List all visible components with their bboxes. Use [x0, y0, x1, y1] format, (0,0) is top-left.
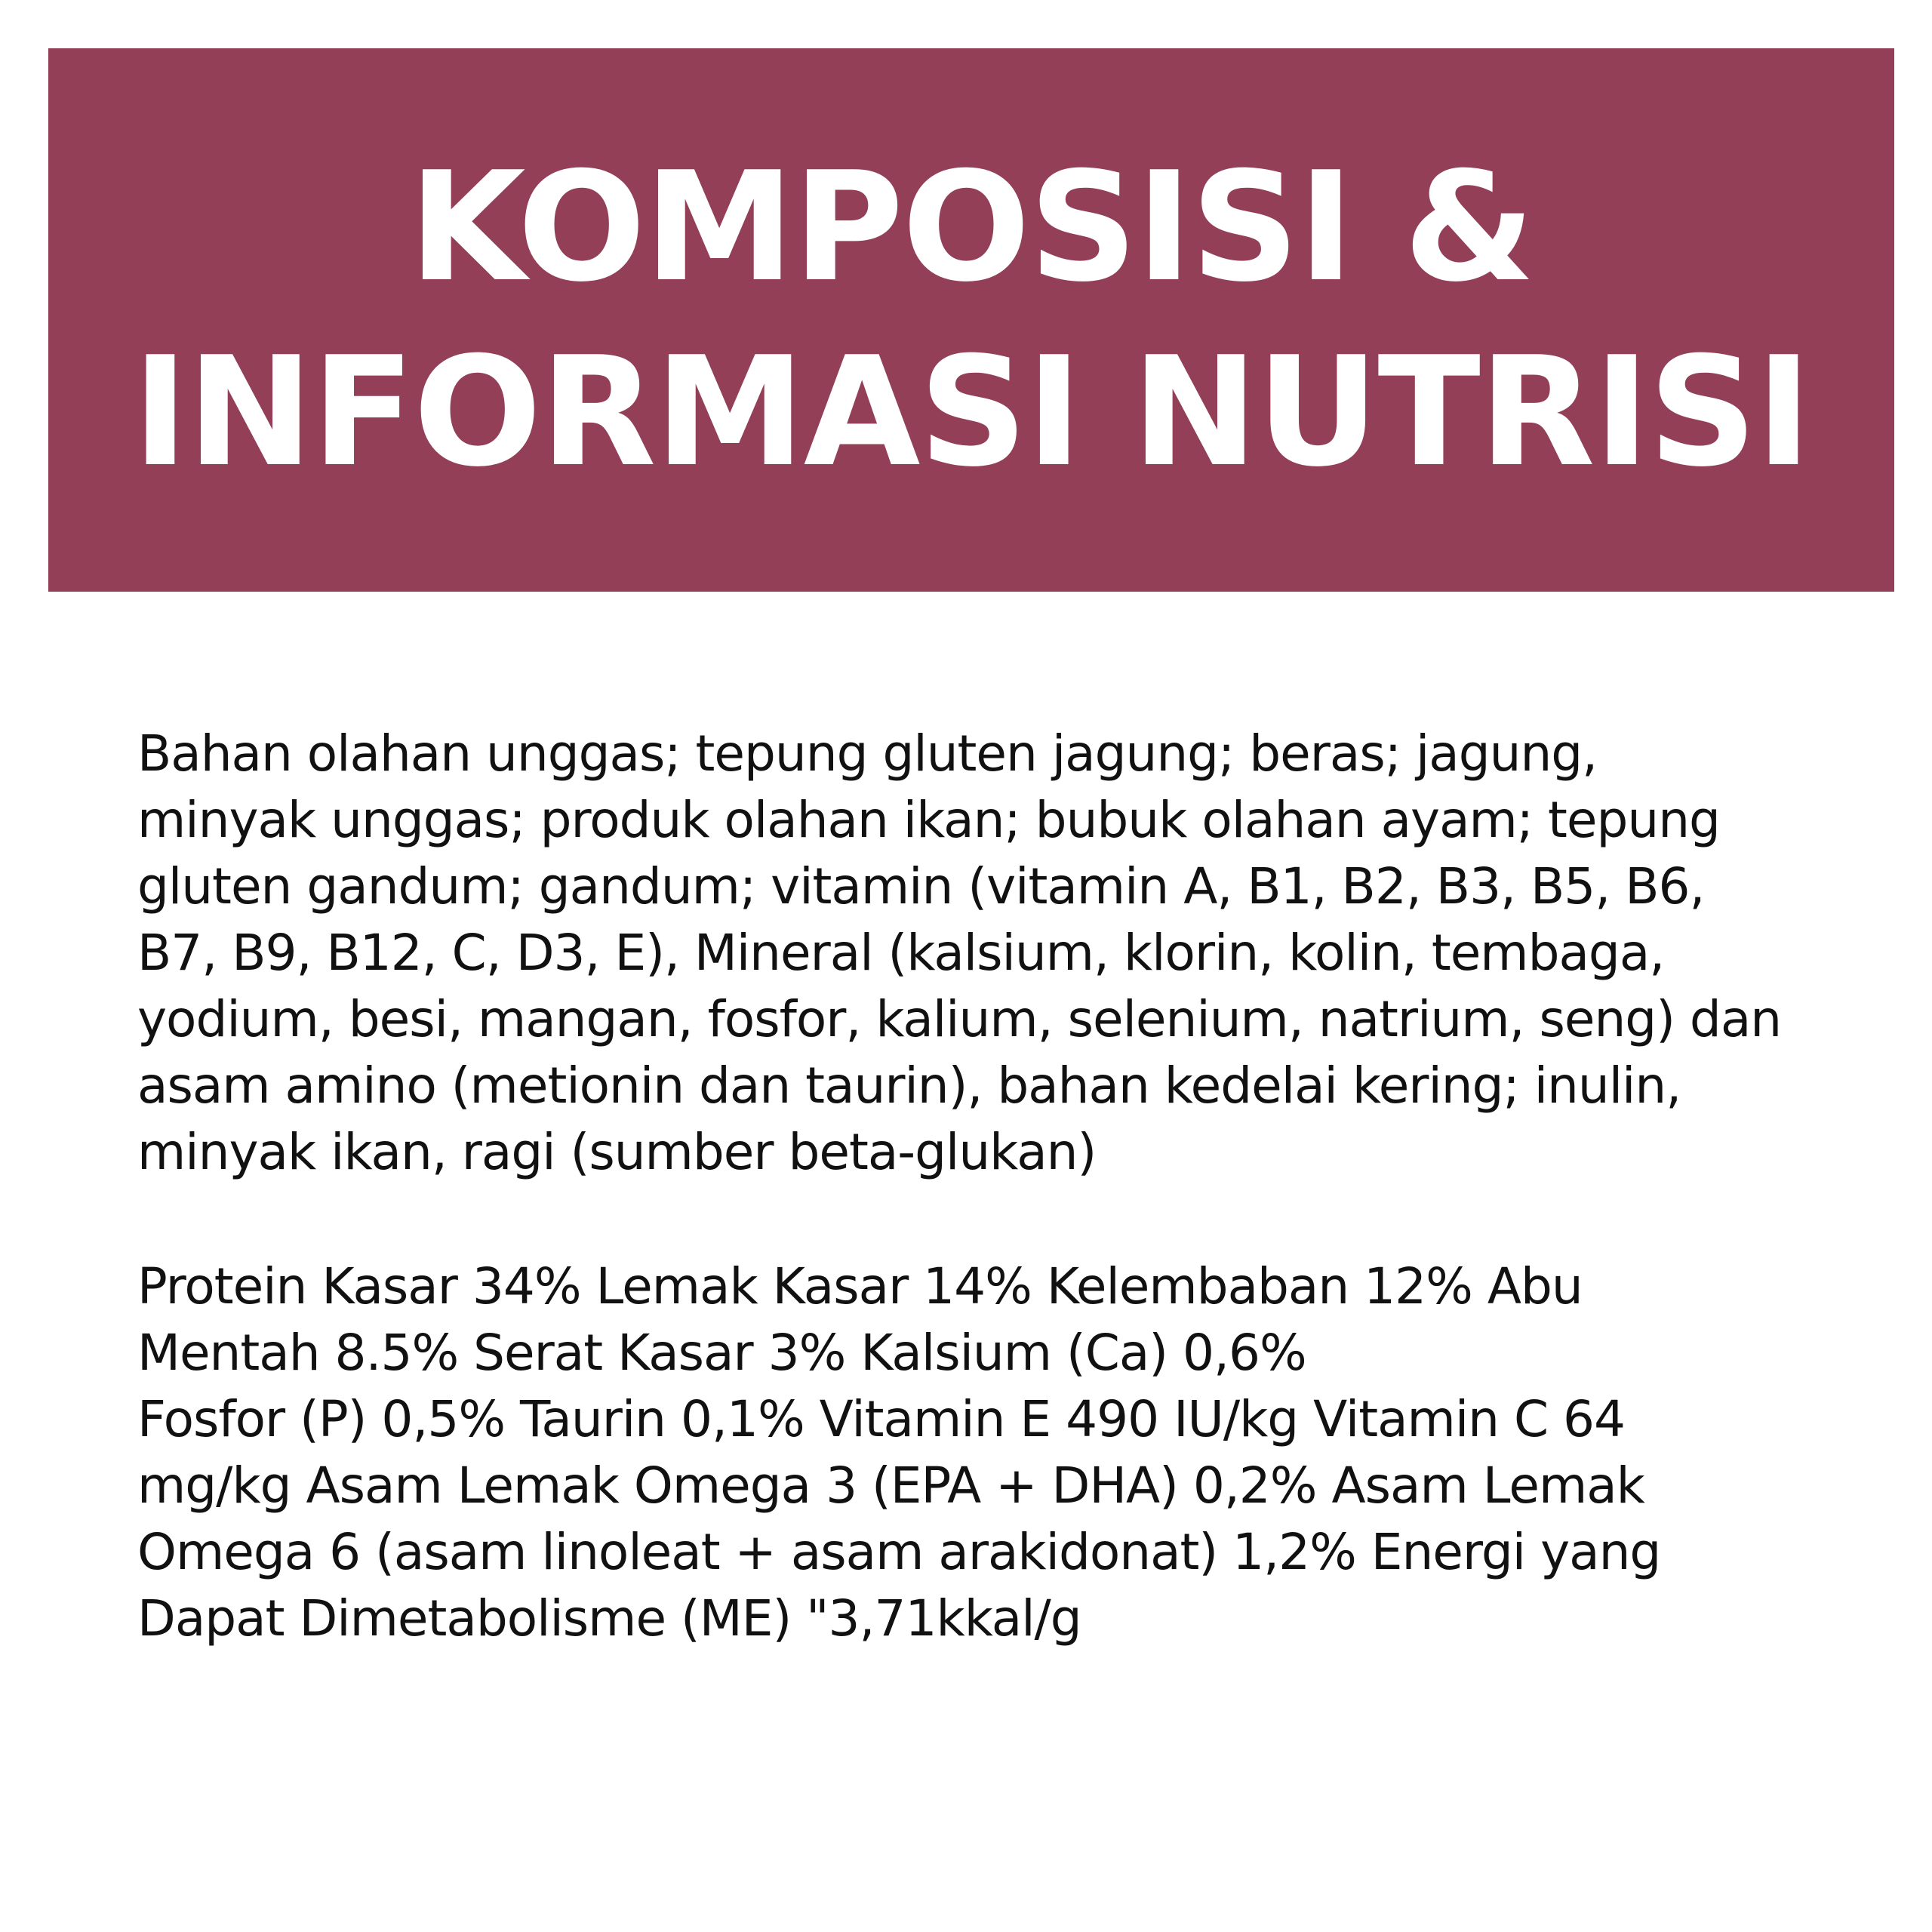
- nutrition-line: mg/kg Asam Lemak Omega 3 (EPA + DHA) 0,2% Asam Lemak: [137, 1457, 1644, 1515]
- composition-line: minyak ikan, ragi (sumber beta-glukan): [137, 1123, 1097, 1181]
- composition-line: gluten gandum; gandum; vitamin (vitamin A, B1, B2, B3, B5, B6,: [137, 857, 1705, 915]
- nutrition-line: Mentah 8.5% Serat Kasar 3% Kalsium (Ca) 0,6%: [137, 1324, 1306, 1382]
- title-banner: [48, 48, 1894, 592]
- composition-line: asam amino (metionin dan taurin), bahan kedelai kering; inulin,: [137, 1057, 1681, 1115]
- composition-line: B7, B9, B12, C, D3, E), Mineral (kalsium, klorin, kolin, tembaga,: [137, 924, 1665, 982]
- title-line-1: KOMPOSISI &: [408, 140, 1534, 315]
- paragraph-spacer: [137, 1186, 1873, 1254]
- composition-line: minyak unggas; produk olahan ikan; bubuk olahan ayam; tepung: [137, 791, 1720, 849]
- content-area: [137, 721, 1873, 1652]
- nutrition-line: Fosfor (P) 0,5% Taurin 0,1% Vitamin E 490 IU/kg Vitamin C 64: [137, 1390, 1626, 1448]
- nutrition-line: Omega 6 (asam linoleat + asam arakidonat) 1,2% Energi yang: [137, 1523, 1661, 1581]
- title-line-2: INFORMASI NUTRISI: [132, 325, 1810, 500]
- composition-line: Bahan olahan unggas; tepung gluten jagung; beras; jagung,: [137, 724, 1598, 783]
- composition-line: yodium, besi, mangan, fosfor, kalium, selenium, natrium, seng) dan: [137, 990, 1782, 1048]
- nutrition-line: Protein Kasar 34% Lemak Kasar 14% Kelembaban 12% Abu: [137, 1257, 1583, 1315]
- nutrition-paragraph: [137, 1254, 1873, 1652]
- composition-paragraph: [137, 721, 1873, 1186]
- nutrition-line: Dapat Dimetabolisme (ME) "3,71kkal/g: [137, 1589, 1081, 1647]
